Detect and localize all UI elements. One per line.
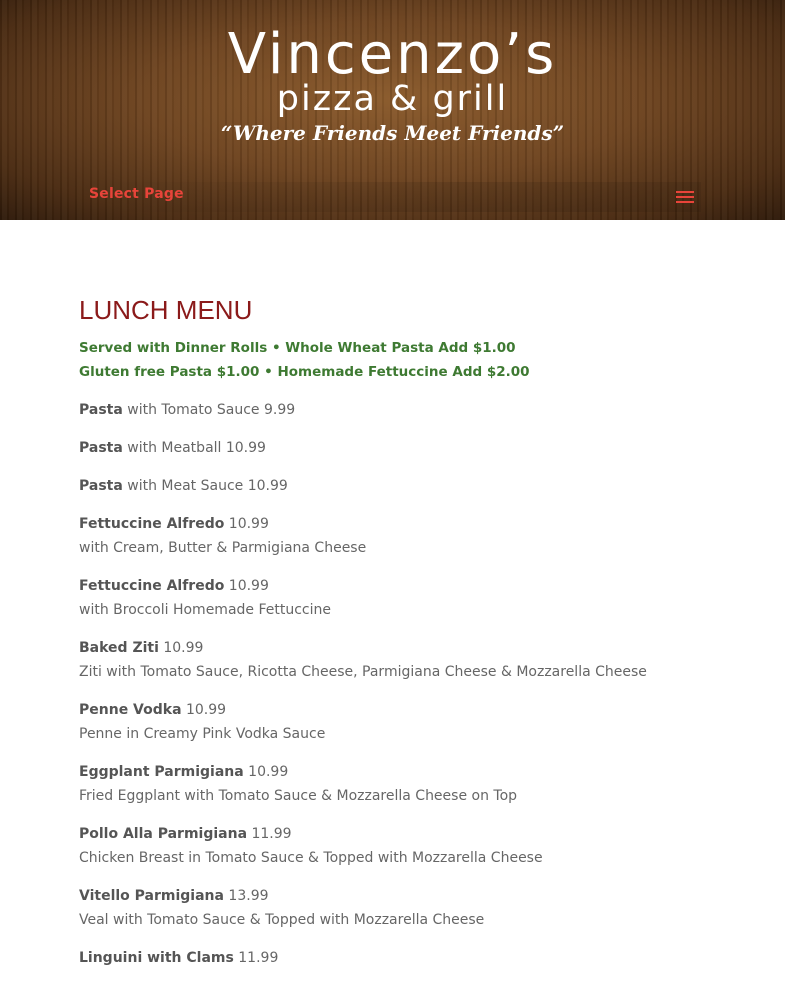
menu-item-price: with Tomato Sauce 9.99 [122,402,296,418]
menu-item-price: 11.99 [247,826,292,842]
hamburger-line [676,191,694,193]
menu-note: Served with Dinner Rolls • Whole Wheat Pasta Add $1.00 [79,340,516,356]
menu-item-name: Pasta [79,478,123,494]
menu-item [79,698,719,746]
menu-item-name: Baked Ziti [79,640,159,656]
menu-item-price: with Meatball 10.99 [122,440,266,456]
menu-item-name: Pasta [79,402,123,418]
menu-item [79,760,719,808]
menu-content [79,290,719,984]
hamburger-line [676,201,694,203]
menu-item-description: Penne in Creamy Pink Vodka Sauce [79,726,326,742]
menu-note: Gluten free Pasta $1.00 • Homemade Fettuccine Add $2.00 [79,364,530,380]
menu-item-name: Penne Vodka [79,702,182,718]
menu-item-price: 10.99 [243,764,289,780]
menu-item-description: Fried Eggplant with Tomato Sauce & Mozzarella Cheese on Top [79,788,518,804]
menu-item-price: with Meat Sauce 10.99 [122,478,288,494]
menu-item-name: Pollo Alla Parmigiana [79,826,248,842]
menu-item-price: 13.99 [223,888,269,904]
menu-item-name: Vitello Parmigiana [79,888,224,904]
menu-item-name: Eggplant Parmigiana [79,764,244,780]
menu-item-price: 10.99 [224,578,269,594]
menu-item-price: 11.99 [233,950,279,966]
menu-item-name: Pasta [79,440,123,456]
menu-item [79,574,719,622]
menu-item-description: Chicken Breast in Tomato Sauce & Topped with Mozzarella Cheese [79,850,543,866]
menu-item [79,512,719,560]
menu-item-name: Fettuccine Alfredo [79,578,225,594]
menu-item [79,946,719,970]
logo-main-text: Vincenzo’s [227,22,558,87]
menu-item-description: Ziti with Tomato Sauce, Ricotta Cheese, Parmigiana Cheese & Mozzarella Cheese [79,664,647,680]
menu-item [79,398,719,422]
logo-tagline: “Where Friends Meet Friends” [220,121,565,145]
menu-notes [79,336,719,384]
menu-items [79,398,719,970]
menu-item-price: 10.99 [224,516,269,532]
menu-item [79,474,719,498]
logo-sub-text: pizza & grill [276,79,509,119]
hamburger-line [676,196,694,198]
menu-item [79,822,719,870]
menu-item-name: Linguini with Clams [79,950,234,966]
menu-title: LUNCH MENU [79,295,253,325]
select-page-label[interactable]: Select Page [89,186,184,202]
menu-item-description: Veal with Tomato Sauce & Topped with Mozzarella Cheese [79,912,485,928]
menu-item [79,884,719,932]
menu-item [79,436,719,460]
hamburger-menu-icon[interactable] [676,189,696,205]
menu-item-description: with Broccoli Homemade Fettuccine [79,602,331,618]
menu-item-price: 10.99 [158,640,204,656]
menu-item-price: 10.99 [181,702,227,718]
menu-item-name: Fettuccine Alfredo [79,516,225,532]
mobile-nav-bar[interactable] [89,182,701,212]
site-header [0,0,785,220]
menu-item-description: with Cream, Butter & Parmigiana Cheese [79,540,367,556]
site-logo[interactable] [0,22,785,148]
menu-item [79,636,719,684]
